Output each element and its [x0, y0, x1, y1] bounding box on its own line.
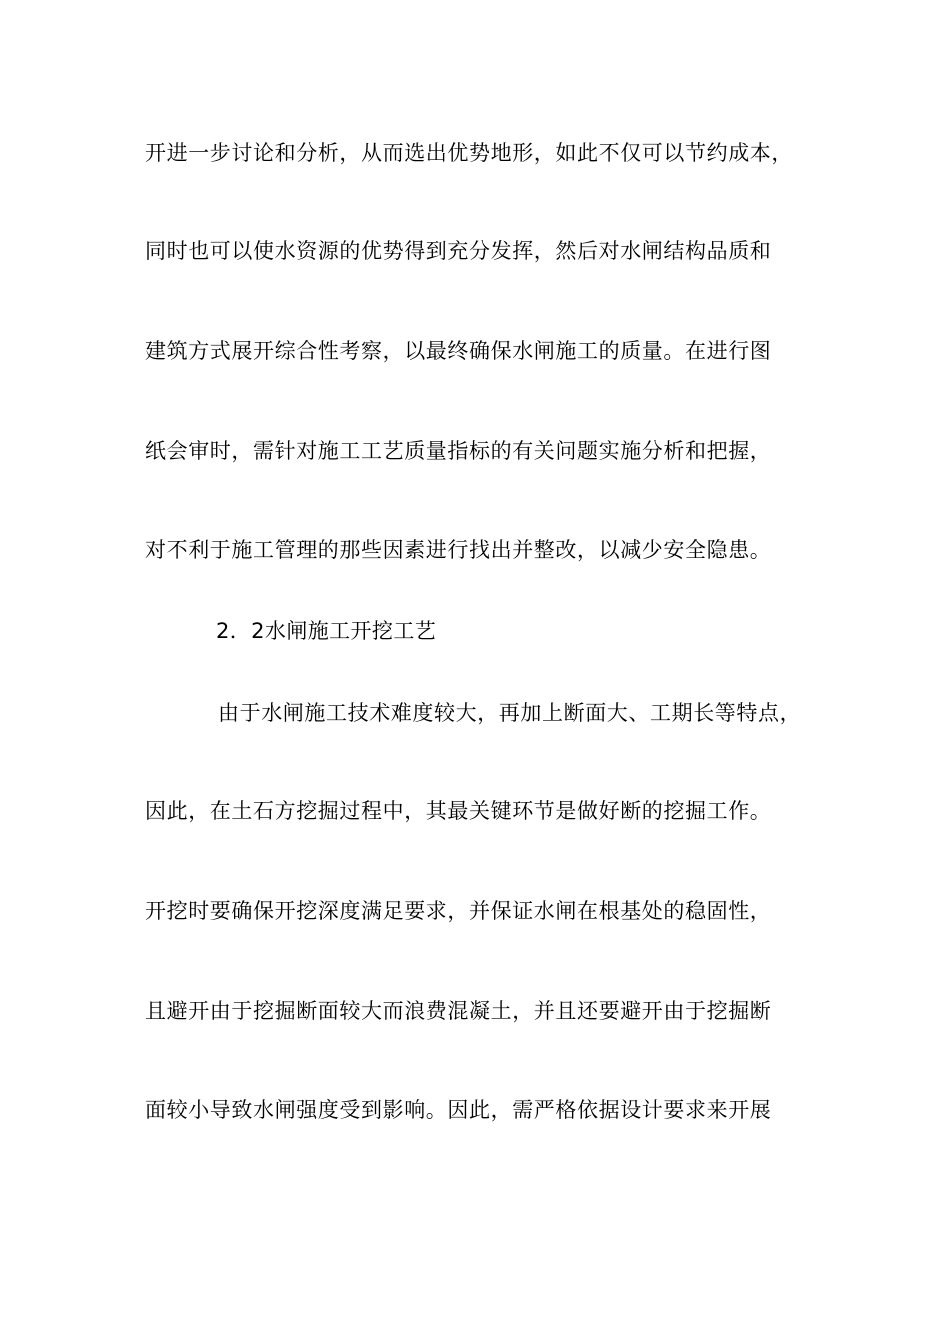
paragraph-line: 因此，在土石方挖掘过程中，其最关键环节是做好断的挖掘工作。 [145, 799, 772, 823]
paragraph-line: 同时也可以使水资源的优势得到充分发挥，然后对水闸结构品质和 [145, 239, 772, 263]
paragraph-line: 纸会审时，需针对施工工艺质量指标的有关问题实施分析和把握， [145, 439, 772, 463]
paragraph-line: 由于水闸施工技术难度较大，再加上断面大、工期长等特点， [218, 701, 802, 725]
paragraph-line: 面较小导致水闸强度受到影响。因此，需严格依据设计要求来开展 [145, 1098, 772, 1122]
section-heading: 2．2水闸施工开挖工艺 [216, 619, 437, 643]
paragraph-line: 开进一步讨论和分析，从而选出优势地形，如此不仅可以节约成本， [145, 141, 793, 165]
paragraph-line: 对不利于施工管理的那些因素进行找出并整改，以减少安全隐患。 [145, 538, 772, 562]
paragraph-line: 建筑方式展开综合性考察，以最终确保水闸施工的质量。在进行图 [145, 339, 772, 363]
paragraph-line: 开挖时要确保开挖深度满足要求，并保证水闸在根基处的稳固性， [145, 899, 772, 923]
paragraph-line: 且避开由于挖掘断面较大而浪费混凝土，并且还要避开由于挖掘断 [145, 999, 772, 1023]
